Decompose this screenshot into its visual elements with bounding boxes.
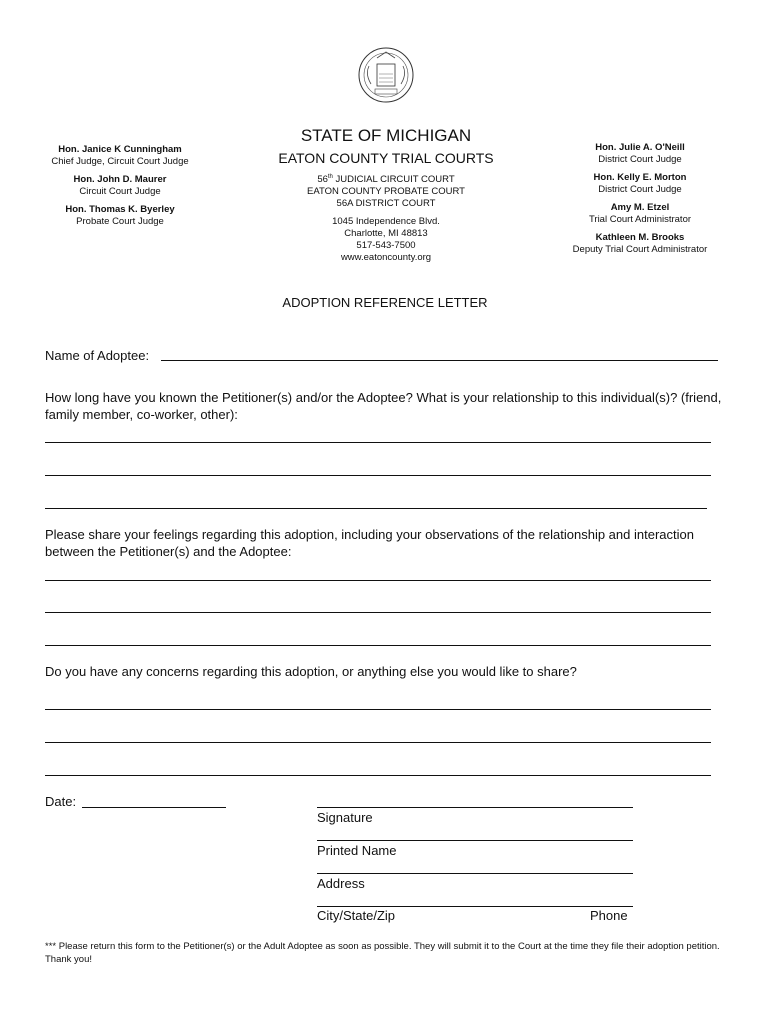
signature-field[interactable] bbox=[317, 807, 633, 808]
answer-line[interactable] bbox=[45, 742, 711, 743]
answer-line[interactable] bbox=[45, 612, 711, 613]
admin-name: Kathleen M. Brooks bbox=[595, 232, 685, 243]
admin-title: Trial Court Administrator bbox=[588, 214, 692, 225]
court-header bbox=[270, 126, 502, 264]
judge-name: Hon. Julie A. O'Neill bbox=[595, 142, 685, 153]
signature-label: Signature bbox=[317, 810, 373, 825]
right-judges-list bbox=[560, 142, 720, 256]
judge-title: District Court Judge bbox=[598, 154, 682, 165]
footer-note: *** Please return this form to the Petitioner(s) or the Adult Adoptee as soon as possible. They will submit it to the Court at the time they file their adoption petition. Thank you! bbox=[45, 941, 720, 965]
county-heading: EATON COUNTY TRIAL COURTS bbox=[278, 150, 494, 166]
judge-name: Hon. John D. Maurer bbox=[73, 174, 167, 185]
answer-line[interactable] bbox=[45, 645, 711, 646]
answer-line[interactable] bbox=[45, 580, 711, 581]
left-judges-list bbox=[40, 144, 200, 228]
admin-title: Deputy Trial Court Administrator bbox=[572, 244, 708, 255]
adoptee-name-field[interactable] bbox=[161, 360, 718, 361]
phone-label: Phone bbox=[590, 908, 628, 923]
question-feelings: Please share your feelings regarding this adoption, including your observations of the relationship and interaction between the Petitioner(s) and the Adoptee: bbox=[45, 527, 694, 559]
judge-name: Hon. Thomas K. Byerley bbox=[65, 204, 175, 215]
city-state-zip-field[interactable] bbox=[317, 906, 633, 907]
adoptee-name-label: Name of Adoptee: bbox=[45, 348, 150, 363]
judge-title: Circuit Court Judge bbox=[79, 186, 161, 197]
probate-court-line: EATON COUNTY PROBATE COURT bbox=[306, 186, 465, 198]
date-label: Date: bbox=[45, 794, 77, 809]
city-state-zip-label: City/State/Zip bbox=[317, 908, 396, 923]
answer-line[interactable] bbox=[45, 775, 711, 776]
address-line-1: 1045 Independence Blvd. bbox=[332, 216, 440, 228]
address-line-2: Charlotte, MI 48813 bbox=[344, 228, 428, 240]
answer-line[interactable] bbox=[45, 442, 711, 443]
admin-name: Amy M. Etzel bbox=[610, 202, 670, 213]
judge-title: Probate Court Judge bbox=[76, 216, 164, 227]
question-relationship: How long have you known the Petitioner(s) and/or the Adoptee? What is your relationship to this individual(s)? (friend, family member, co-worker, other): bbox=[45, 390, 722, 422]
court-phone: 517-543-7500 bbox=[356, 240, 416, 252]
date-field[interactable] bbox=[82, 807, 226, 808]
answer-line[interactable] bbox=[45, 709, 711, 710]
judge-name: Hon. Kelly E. Morton bbox=[593, 172, 687, 183]
michigan-state-seal bbox=[357, 44, 415, 106]
address-field[interactable] bbox=[317, 873, 633, 874]
state-heading: STATE OF MICHIGAN bbox=[300, 126, 472, 145]
printed-name-field[interactable] bbox=[317, 840, 633, 841]
judge-title: District Court Judge bbox=[598, 184, 682, 195]
document-title: ADOPTION REFERENCE LETTER bbox=[282, 295, 488, 310]
address-label: Address bbox=[317, 876, 365, 891]
printed-name-label: Printed Name bbox=[317, 843, 397, 858]
answer-line[interactable] bbox=[45, 508, 707, 509]
judge-title: Chief Judge, Circuit Court Judge bbox=[51, 156, 189, 167]
question-concerns: Do you have any concerns regarding this adoption, or anything else you would like to share? bbox=[45, 664, 577, 679]
circuit-court-line: 56th JUDICIAL CIRCUIT COURT bbox=[317, 174, 455, 186]
judge-name: Hon. Janice K Cunningham bbox=[58, 144, 182, 155]
district-court-line: 56A DISTRICT COURT bbox=[336, 198, 436, 210]
court-website: www.eatoncounty.org bbox=[340, 252, 432, 264]
answer-line[interactable] bbox=[45, 475, 711, 476]
